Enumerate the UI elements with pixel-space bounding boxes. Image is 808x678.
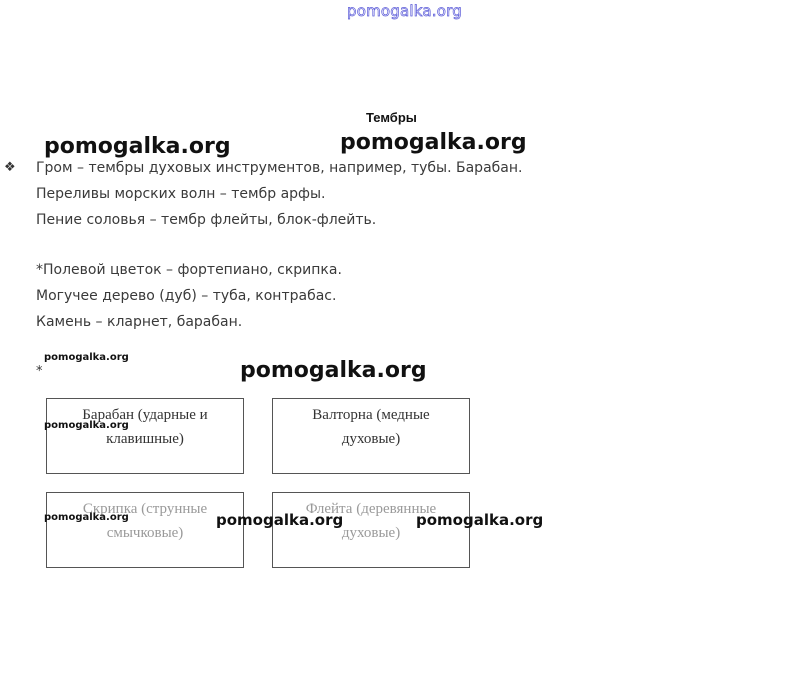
watermark-large: pomogalka.org bbox=[340, 130, 527, 155]
star-marker: * bbox=[36, 364, 43, 379]
diamond-bullet-icon: ❖ bbox=[4, 160, 16, 175]
watermark-small: pomogalka.org bbox=[44, 352, 129, 363]
text-line: Гром – тембры духовых инструментов, например, тубы. Барабан. bbox=[36, 160, 523, 176]
instrument-box-percussion: Барабан (ударные и клавишные) bbox=[46, 398, 244, 474]
instrument-box-brass: Валторна (медные духовые) bbox=[272, 398, 470, 474]
watermark-large: pomogalka.org bbox=[44, 134, 231, 159]
document-title: Тембры bbox=[366, 110, 417, 125]
text-line: Пение соловья – тембр флейты, блок-флейть. bbox=[36, 212, 377, 228]
instrument-box-strings: Скрипка (струнные смычковые) bbox=[46, 492, 244, 568]
watermark-small: pomogalka.org bbox=[44, 512, 129, 523]
text-line: Камень – кларнет, барабан. bbox=[36, 314, 243, 330]
watermark-large: pomogalka.org bbox=[240, 358, 427, 383]
watermark-medium: pomogalka.org bbox=[216, 511, 344, 529]
watermark-top: pomogalka.org bbox=[347, 2, 462, 20]
instrument-box-woodwind: Флейта (деревянные духовые) bbox=[272, 492, 470, 568]
text-line: *Полевой цветок – фортепиано, скрипка. bbox=[36, 262, 342, 278]
text-line: Переливы морских волн – тембр арфы. bbox=[36, 186, 326, 202]
watermark-small: pomogalka.org bbox=[44, 420, 129, 431]
watermark-medium: pomogalka.org bbox=[416, 511, 544, 529]
text-line: Могучее дерево (дуб) – туба, контрабас. bbox=[36, 288, 337, 304]
